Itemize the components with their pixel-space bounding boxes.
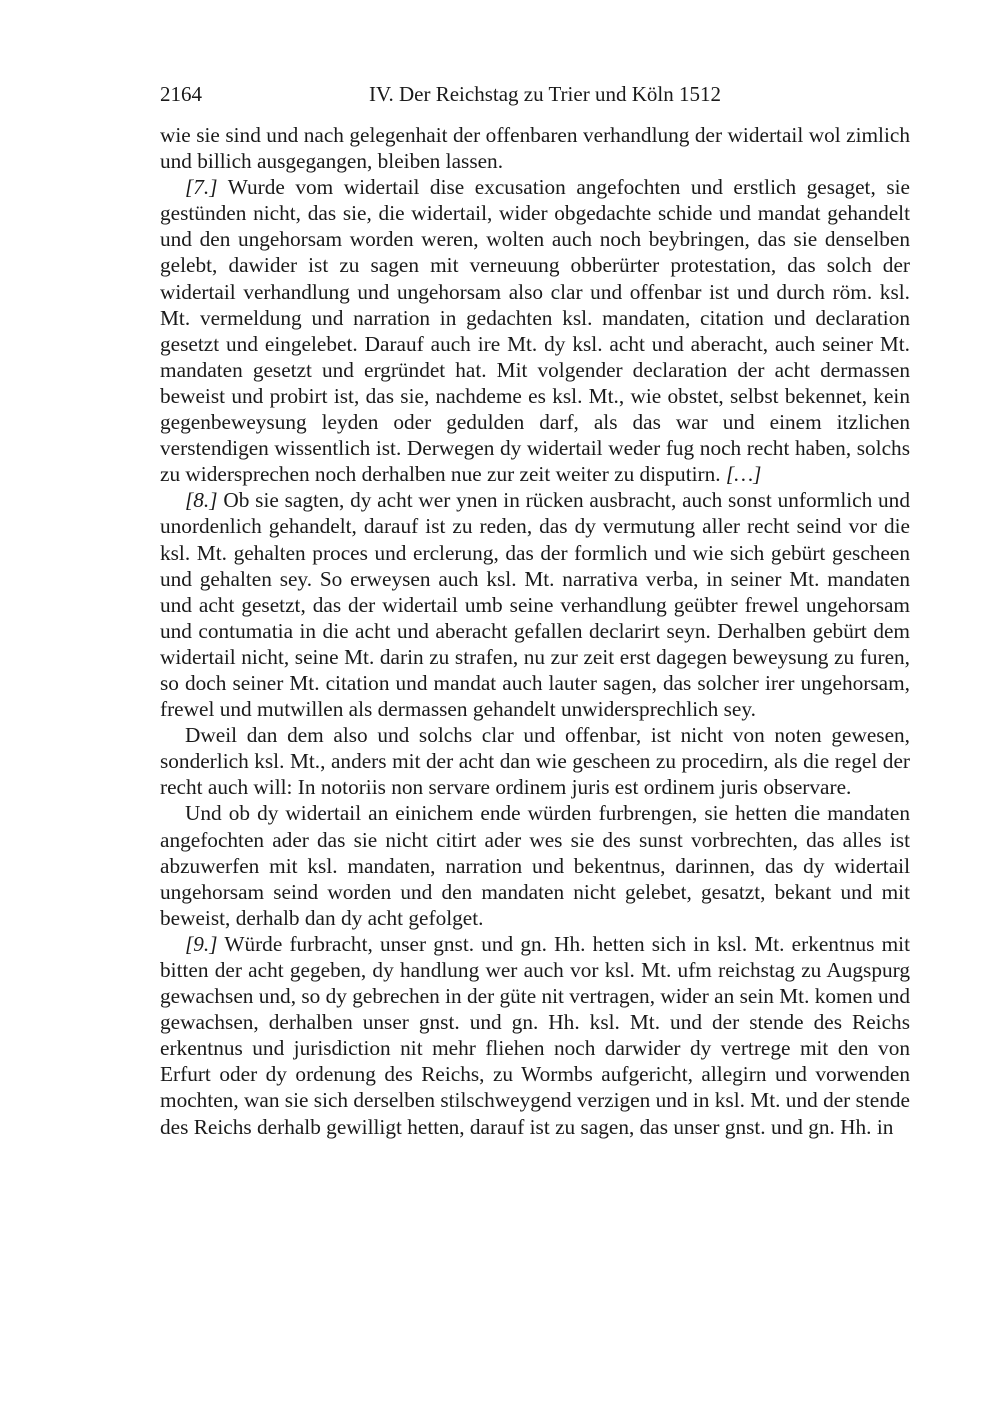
paragraph-text: Und ob dy widertail an einichem ende würden furbrengen, sie hetten die mandaten angefochten ader das sie nicht citirt ader wes sie des sunst vorbrechten, das alles ist abzuwerfen mit ksl. mandaten, narration und bekentnus, darinnen, das dy widertail ungehorsam seind worden und den mandaten nicht gelebet, gesatzt, bekant und mit beweist, derhalb dan dy acht gefolget. xyxy=(160,801,910,930)
paragraph-continuation xyxy=(160,122,910,174)
paragraph-section-9 xyxy=(160,931,910,1140)
running-title: IV. Der Reichstag zu Trier und Köln 1512 xyxy=(369,82,721,106)
document-page xyxy=(160,80,910,1140)
paragraph-section-7 xyxy=(160,174,910,487)
paragraph-section-8 xyxy=(160,487,910,722)
running-head xyxy=(160,80,910,110)
paragraph-text: Ob sie sagten, dy acht wer ynen in rücken ausbracht, auch sonst unformlich und unordenlich gehandelt, darauf ist zu reden, das dy vermutung aller recht seind vor die ksl. Mt. gehalten proces und erclerung, das der formlich und wie sich gebürt gescheen und gehalten sey. So erweysen auch ksl. Mt. narrativa verba, in seiner Mt. mandaten und acht gesetzt, das der widertail umb seine verhandlung geübter frewel ungehorsam und contumatia in die acht und aberacht gefallen declarirt seyn. Derhalben gebürt dem widertail nicht, seine Mt. darin zu strafen, nu zur zeit erst dagegen beweysung zu furen, so doch seiner Mt. citation und mandat auch lauter sagen, das solcher irer ungehorsam, frewel und mutwillen als dermassen gehandelt unwidersprechlich sey. xyxy=(160,488,910,722)
paragraph-und-ob xyxy=(160,800,910,930)
section-marker: [7.] xyxy=(185,175,218,200)
section-marker: [8.] xyxy=(185,488,218,513)
paragraph-text: Dweil dan dem also und solchs clar und offenbar, ist nicht von noten gewesen, sonderlich ksl. Mt., anders mit der acht dan wie gescheen zu procedirn, als die regel der recht auch will: In notoriis non servare ordinem juris est ordinem juris observare. xyxy=(160,723,910,800)
paragraph-dweil xyxy=(160,722,910,800)
paragraph-text: Würde furbracht, unser gnst. und gn. Hh. hetten sich in ksl. Mt. erkentnus mit bitten der acht gegeben, dy handlung wer auch vor ksl. Mt. ufm reichstag zu Augspurg gewachsen und, so dy gebrechen in der güte nit vertragen, wider an sein Mt. komen und gewachsen, derhalben unser gnst. und gn. Hh. ksl. Mt. und der stende des Reichs erkentnus und jurisdiction nit mehr fliehen noch darwider dy vertrege mit den von Erfurt oder dy ordenung des Reichs, zu Wormbs aufgericht, allegirn und vorwenden mochten, wan sie sich derselben stilschweygend verzigen und in ksl. Mt. und der stende des Reichs derhalb gewilligt hetten, darauf ist zu sagen, das unser gnst. und gn. Hh. in xyxy=(160,931,910,1139)
paragraph-text: wie sie sind und nach gelegenhait der offenbaren verhandlung der widertail wol zimlich und billich ausgegangen, bleiben lassen. xyxy=(160,123,910,174)
paragraph-text: Wurde vom widertail dise excusation angefochten und erstlich gesaget, sie gestünden nicht, das sie, die widertail, wider obgedachte schide und mandat gehandelt und den ungehorsam worden weren, wolten auch noch beybringen, das sie denselben gelebt, dawider ist zu sagen mit verneuung obberürter protestation, das solch der widertail verhandlung und ungehorsam also clar und offenbar ist und durch röm. ksl. Mt. vermeldung und narration in gedachten ksl. mandaten, citation und declaration gesetzt und eingelebet. Darauf auch ire Mt. dy ksl. acht und aberacht, auch seiner Mt. mandaten gesetzt und ergründet hat. Mit volgender declaration der acht dermassen beweist und probirt ist, das sie, nachdeme es ksl. Mt., wie obstet, selbst bekennet, kein gegenbeweysung leyden oder gedulden darf, als das war und einem itzlichen verstendigen wissentlich ist. Derwegen dy widertail weder fug noch recht haben, solchs zu widersprechen noch derhalben nue zur zeit weiter zu disputirn. xyxy=(160,175,910,487)
omission-marker: […] xyxy=(725,462,762,487)
page-number: 2164 xyxy=(160,82,202,106)
section-marker: [9.] xyxy=(185,931,218,956)
body-text xyxy=(160,122,910,1140)
